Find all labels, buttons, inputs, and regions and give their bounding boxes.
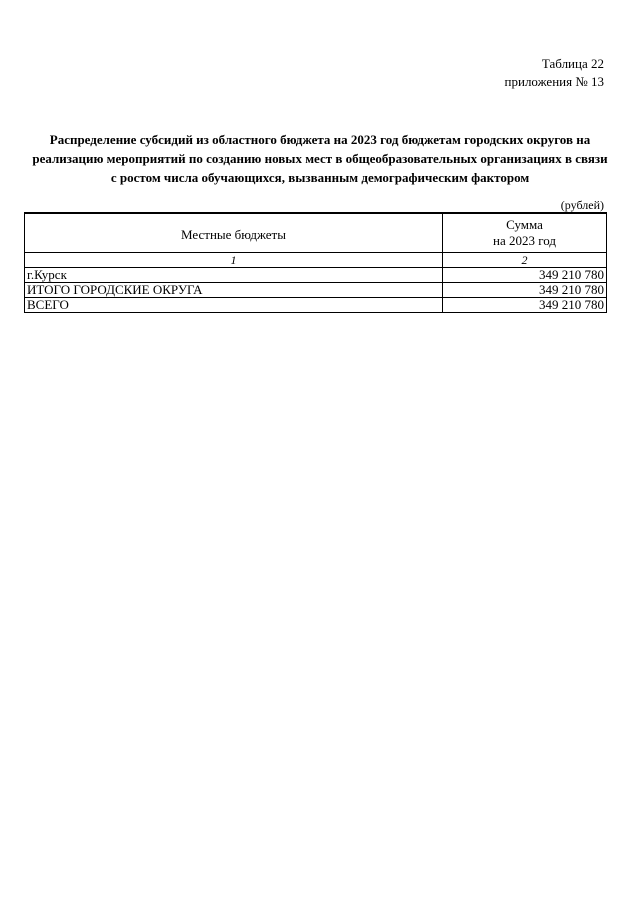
- header-amount: [443, 213, 607, 253]
- title-line-1: Распределение субсидий из областного бюджета на 2023 год бюджетам городских округов на: [49, 132, 591, 147]
- budget-table: [24, 212, 607, 313]
- header-amount-line-1: Сумма: [506, 217, 543, 232]
- row-name: г.Курск: [25, 268, 443, 283]
- table-header-row: [25, 213, 607, 253]
- row-name: ВСЕГО: [25, 298, 443, 313]
- header-amount-line-2: на 2023 год: [493, 233, 556, 248]
- row-amount: 349 210 780: [443, 268, 607, 283]
- appendix-number: приложения № 13: [504, 74, 604, 89]
- table-row-total: [25, 298, 607, 313]
- column-index-2: 2: [443, 253, 607, 268]
- table-row-subtotal: [25, 283, 607, 298]
- table-reference: [505, 55, 604, 91]
- units-label: (рублей): [560, 198, 604, 212]
- row-amount: 349 210 780: [443, 283, 607, 298]
- document-title: [24, 130, 616, 187]
- row-name: ИТОГО ГОРОДСКИЕ ОКРУГА: [25, 283, 443, 298]
- table-row: [25, 268, 607, 283]
- row-amount: 349 210 780: [443, 298, 607, 313]
- column-index-row: [25, 253, 607, 268]
- header-local-budgets: Местные бюджеты: [25, 213, 443, 253]
- title-line-3: с ростом числа обучающихся, вызванным демографическим фактором: [110, 170, 530, 185]
- title-line-2: реализацию мероприятий по созданию новых мест в общеобразовательных организациях в связи: [32, 151, 608, 166]
- column-index-1: 1: [25, 253, 443, 268]
- table-number: Таблица 22: [541, 56, 604, 71]
